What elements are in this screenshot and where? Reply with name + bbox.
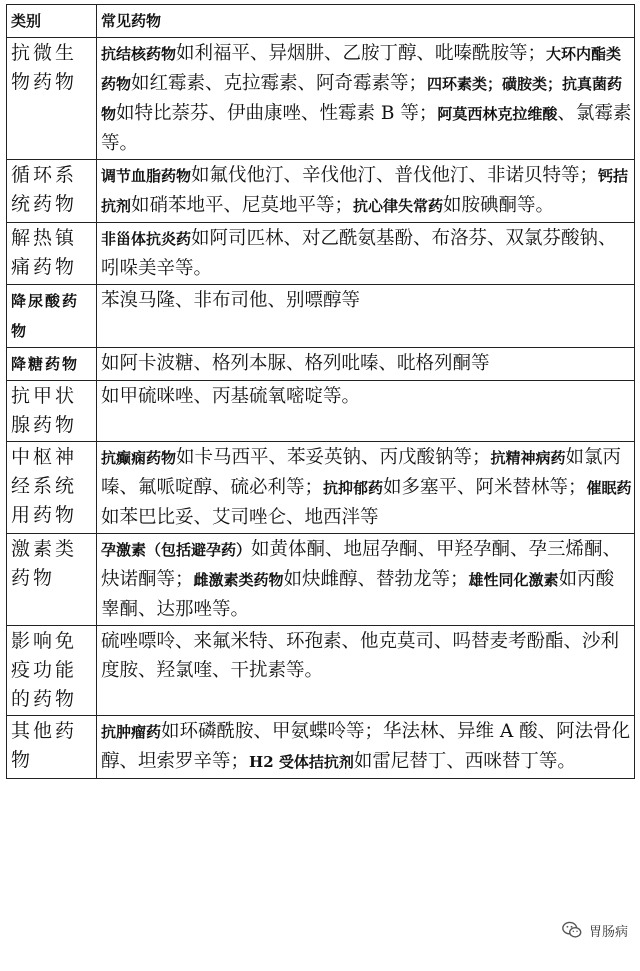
drug-list-text: 如甲硫咪唑、丙基硫氧嘧啶等。: [101, 386, 361, 407]
drug-list-text: 如卡马西平、苯妥英钠、丙戊酸钠等；: [176, 447, 491, 468]
header-row: [7, 5, 635, 38]
table-row: [7, 716, 635, 779]
drug-list-text: 如雷尼替丁、西咪替丁等。: [353, 751, 576, 772]
drug-class-label: H2 受体拮抗剂: [249, 753, 354, 771]
category-cell: 降尿酸药物: [7, 285, 97, 348]
drug-list-text: 如阿卡波糖、格列本脲、格列吡嗪、吡格列酮等: [101, 353, 490, 374]
drug-list-text: 如多塞平、阿米替林等；: [383, 477, 587, 498]
header-drugs: 常见药物: [97, 5, 635, 38]
drugs-cell: [97, 38, 635, 160]
drugs-cell: [97, 348, 635, 381]
category-cell: 影响免疫功能的药物: [7, 626, 97, 716]
drug-list-text: 苯溴马隆、非布司他、别嘌醇等: [101, 290, 361, 311]
category-cell: 降糖药物: [7, 348, 97, 381]
drug-list-text: 如氟伐他汀、辛伐他汀、普伐他汀、非诺贝特等；: [191, 165, 599, 186]
watermark: [557, 917, 632, 943]
table-row: [7, 626, 635, 716]
drugs-cell: [97, 381, 635, 442]
watermark-text: 胃肠病: [588, 924, 628, 940]
table-row: [7, 223, 635, 285]
category-cell: 激素类药物: [7, 534, 97, 626]
drug-class-label: 阿莫西林克拉维酸: [437, 105, 558, 123]
drug-class-label: 非甾体抗炎药: [101, 230, 192, 248]
drug-list-text: 如特比萘芬、伊曲康唑、性霉素 B 等；: [116, 103, 438, 124]
table-row: [7, 38, 635, 160]
drug-list-text: 如胺碘酮等。: [443, 195, 555, 216]
drug-list-text: 如环磷酰胺、甲氨蝶呤等；华法林、异维 A 酸、阿法骨化醇、坦索罗辛等；: [101, 721, 631, 772]
category-cell: 循环系统药物: [7, 160, 97, 223]
drug-class-label: 抗癫痫药物: [101, 449, 177, 467]
drug-class-label: 雌激素类药物: [193, 571, 284, 589]
drugs-cell: [97, 160, 635, 223]
drug-list-text: 如丙酸睾酮、达那唑等。: [101, 569, 615, 620]
drug-class-label: 孕激素（包括避孕药）: [101, 541, 252, 559]
drugs-cell: [97, 442, 635, 534]
drug-list-text: 如炔雌醇、替勃龙等；: [283, 569, 469, 590]
drug-class-label: 雄性同化激素: [468, 571, 559, 589]
drug-class-label: 调节血脂药物: [101, 167, 192, 185]
drug-list-text: 、氯霉素等。: [101, 103, 632, 154]
category-cell: 抗微生物药物: [7, 38, 97, 160]
table-row: [7, 348, 635, 381]
drug-list-text: 硫唑嘌呤、来氟米特、环孢素、他克莫司、吗替麦考酚酯、沙利度胺、羟氯喹、干扰素等。: [101, 631, 620, 681]
category-cell: 其他药物: [7, 716, 97, 779]
drugs-cell: [97, 223, 635, 285]
drug-class-label: 催眠药: [586, 479, 632, 497]
category-cell: 解热镇痛药物: [7, 223, 97, 285]
table-row: [7, 381, 635, 442]
drugs-cell: [97, 716, 635, 779]
drug-class-label: 抗抑郁药: [323, 479, 384, 497]
drug-list-text: 如黄体酮、地屈孕酮、甲羟孕酮、孕三烯酮、炔诺酮等；: [101, 539, 622, 590]
drug-class-label: 抗心律失常药: [353, 197, 444, 215]
drug-class-label: 抗精神病药: [490, 449, 566, 467]
drug-list-text: 如苯巴比妥、艾司唑仑、地西泮等: [101, 507, 379, 528]
drug-list-text: 如红霉素、克拉霉素、阿奇霉素等；: [131, 73, 428, 94]
drug-table: [6, 4, 635, 779]
table-row: [7, 442, 635, 534]
drugs-cell: [97, 626, 635, 716]
drug-class-label: 四环素类；磺胺类；抗真菌药物: [101, 75, 623, 123]
drug-list-text: 如氯丙嗪、氟哌啶醇、硫必利等；: [101, 447, 622, 498]
drug-list-text: 如阿司匹林、对乙酰氨基酚、布洛芬、双氯芬酸钠、吲哚美辛等。: [101, 228, 617, 279]
table-row: [7, 160, 635, 223]
drugs-cell: [97, 534, 635, 626]
drug-list-text: 如硝苯地平、尼莫地平等；: [131, 195, 354, 216]
drug-class-label: 大环内酯类药物: [101, 45, 622, 93]
header-category: 类别: [7, 5, 97, 38]
drug-class-label: 钙拮抗剂: [101, 167, 629, 215]
table-row: [7, 285, 635, 348]
drugs-cell: [97, 285, 635, 348]
category-cell: 中枢神经系统用药物: [7, 442, 97, 534]
drug-class-label: 抗结核药物: [101, 45, 177, 63]
category-cell: 抗甲状腺药物: [7, 381, 97, 442]
wechat-icon: [561, 919, 583, 941]
table-row: [7, 534, 635, 626]
drug-class-label: 抗肿瘤药: [101, 723, 162, 741]
drug-list-text: 如利福平、异烟肼、乙胺丁醇、吡嗪酰胺等；: [176, 43, 547, 64]
